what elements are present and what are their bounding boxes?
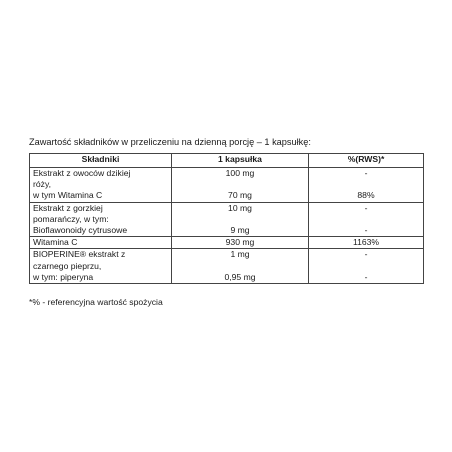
ingredient-amount: [175, 179, 305, 190]
ingredient-amount-cell: [172, 168, 309, 203]
table-row: [30, 202, 424, 237]
ingredient-rws: 1163%: [352, 237, 380, 248]
ingredient-rws: [312, 179, 420, 190]
ingredient-amount: 10 mg: [228, 202, 252, 213]
ingredient-amount-cell: [172, 202, 309, 237]
table-row: [30, 249, 424, 284]
ingredient-amount: 100 mg: [225, 168, 255, 178]
ingredient-rws: -: [364, 168, 368, 178]
ingredient-rws-cell: [309, 202, 424, 237]
header-ingredients: Składniki: [30, 154, 172, 168]
ingredient-amount: 0,95 mg: [224, 271, 256, 282]
ingredient-name-line: Bioflawonoidy cytrusowe: [33, 224, 128, 235]
ingredient-name-cell: [30, 202, 172, 237]
ingredient-name-cell: [30, 249, 172, 284]
ingredient-name-cell: [30, 168, 172, 203]
ingredient-name-line: pomarańczy, w tym:: [33, 213, 109, 224]
ingredient-amount: [175, 214, 305, 225]
ingredient-name-line: Ekstrakt z gorzkiej: [33, 202, 103, 213]
ingredient-rws: -: [364, 224, 368, 235]
header-per-capsule: 1 kapsułka: [172, 154, 309, 168]
ingredient-rws: -: [364, 249, 368, 260]
ingredient-amount-cell: [172, 237, 309, 249]
table-row: [30, 168, 424, 203]
ingredient-name-line: Ekstrakt z owoców dzikiej: [33, 168, 131, 178]
footnote: *% - referencyjna wartość spożycia: [29, 297, 163, 307]
table-header-row: [30, 154, 424, 168]
ingredient-rws: -: [364, 202, 368, 213]
ingredient-name-line: w tym: piperyna: [33, 271, 94, 282]
ingredient-amount: [175, 261, 305, 272]
ingredient-amount: 70 mg: [228, 190, 252, 201]
ingredient-rws: 88%: [357, 190, 375, 201]
ingredient-amount: 930 mg: [225, 237, 255, 248]
ingredient-name-line: w tym Witamina C: [33, 190, 103, 201]
ingredient-name-line: BIOPERINE® ekstrakt z: [33, 249, 126, 260]
ingredient-amount: 9 mg: [230, 224, 250, 235]
intro-text: Zawartość składników w przeliczeniu na dzienną porcję – 1 kapsułkę:: [29, 137, 311, 147]
ingredient-rws: [312, 214, 420, 225]
ingredients-table: [29, 153, 424, 284]
ingredient-rws-cell: [309, 249, 424, 284]
ingredient-rws-cell: [309, 168, 424, 203]
ingredient-name-line: róży,: [33, 179, 51, 190]
ingredient-rws: -: [364, 271, 368, 282]
ingredient-rws: [312, 261, 420, 272]
ingredient-rws-cell: [309, 237, 424, 249]
ingredient-name-line: Witamina C: [33, 237, 78, 248]
ingredient-name-line: czarnego pieprzu,: [33, 260, 102, 271]
ingredient-amount-cell: [172, 249, 309, 284]
ingredient-amount: 1 mg: [230, 249, 250, 260]
header-rws: %(RWS)*: [309, 154, 424, 168]
table-row: [30, 237, 424, 249]
ingredient-name-cell: [30, 237, 172, 249]
